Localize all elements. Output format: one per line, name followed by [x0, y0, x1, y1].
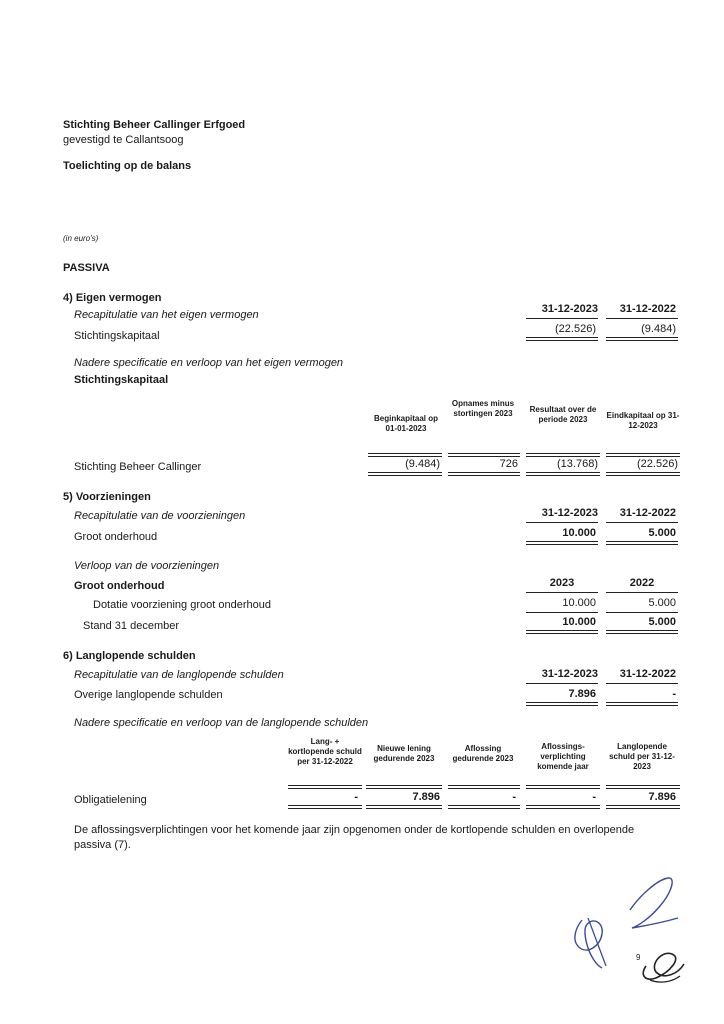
unit-note: (in euro's) [63, 234, 99, 243]
s6-hdr-nieuwe: Nieuwe lening gedurende 2023 [373, 744, 435, 763]
s5-row-label: Groot onderhoud [74, 531, 158, 543]
s5-year1: 2023 [549, 577, 575, 589]
s6-title: 6) Langlopende schulden [63, 650, 196, 662]
s4-val1: (22.526) [555, 323, 596, 335]
s4-spec-title: Nadere specificatie en verloop van het eigen vermogen [74, 357, 344, 369]
s4-col2-rule [606, 318, 678, 319]
s5-year1-rule [526, 592, 598, 593]
s6-val1-rule [526, 702, 598, 706]
s4-recap-label: Recapitulatie van het eigen vermogen [74, 309, 259, 321]
s6-spec-top-rule-5 [606, 785, 680, 789]
s4-spec-row-label: Stichting Beheer Callinger [74, 461, 202, 473]
s5-stand1: 10.000 [562, 616, 596, 628]
s5-dotatie1: 10.000 [562, 597, 596, 609]
s4-spec-top-rule-1 [368, 453, 442, 457]
s5-val2-rule [606, 541, 678, 545]
s4-title: 4) Eigen vermogen [63, 292, 162, 304]
s6-val1: 7.896 [568, 688, 596, 700]
s6-spec-val-nieuwe: 7.896 [412, 791, 440, 803]
s6-col1-header: 31-12-2023 [541, 668, 598, 680]
s5-col2-rule [606, 522, 678, 523]
s5-verloop-sub: Groot onderhoud [74, 580, 165, 592]
s6-spec-top-rule-1 [288, 785, 362, 789]
s6-spec-val-aflossing: - [512, 791, 516, 803]
s4-spec-top-rule-4 [606, 453, 680, 457]
s4-spec-val-opnames: 726 [499, 458, 518, 470]
s4-hdr-opnames: Opnames minus stortingen 2023 [451, 399, 515, 418]
s6-hdr-begin: Lang- + kortlopende schuld per 31-12-2022 [288, 737, 362, 766]
s4-col1-rule [526, 318, 598, 319]
s4-spec-sub: Stichtingskapitaal [74, 374, 169, 386]
s4-val1-rule [526, 337, 598, 341]
s4-spec-bottom-rule-4 [606, 472, 680, 476]
s6-col1-rule [526, 683, 598, 684]
s6-spec-val-verplichting: - [592, 791, 596, 803]
s6-val2-rule [606, 702, 678, 706]
s6-spec-top-rule-2 [366, 785, 442, 789]
s4-spec-bottom-rule-2 [448, 472, 520, 476]
s4-spec-val-begin: (9.484) [405, 458, 440, 470]
s6-spec-top-rule-4 [526, 785, 600, 789]
org-location: gevestigd te Callantsoog [63, 134, 184, 146]
s4-spec-bottom-rule-1 [368, 472, 442, 476]
s5-dotatie2: 5.000 [648, 597, 676, 609]
s5-title: 5) Voorzieningen [63, 491, 151, 503]
s6-col2-header: 31-12-2022 [619, 668, 676, 680]
s4-row-label: Stichtingskapitaal [74, 330, 160, 342]
s6-val2: - [672, 688, 676, 700]
s5-col2-header: 31-12-2022 [619, 507, 676, 519]
s5-col1-header: 31-12-2023 [541, 507, 598, 519]
s6-spec-val-eind: 7.896 [648, 791, 676, 803]
signature-initials-image [560, 870, 710, 1000]
s6-spec-bottom-rule-2 [366, 805, 442, 809]
s4-val2: (9.484) [641, 323, 676, 335]
s6-spec-row-label: Obligatielening [74, 794, 147, 806]
s5-dotatie1-rule [526, 612, 598, 613]
s4-val2-rule [606, 337, 678, 341]
s5-val1: 10.000 [562, 527, 596, 539]
s4-spec-val-eind: (22.526) [637, 458, 678, 470]
s5-val1-rule [526, 541, 598, 545]
s6-hdr-aflossing: Aflossing gedurende 2023 [452, 744, 514, 763]
s6-spec-bottom-rule-5 [606, 805, 680, 809]
section-title: PASSIVA [63, 262, 110, 274]
s6-recap-label: Recapitulatie van de langlopende schulden [74, 669, 284, 681]
s6-col2-rule [606, 683, 678, 684]
s4-spec-val-resultaat: (13.768) [557, 458, 598, 470]
s6-hdr-eind: Langlopende schuld per 31-12-2023 [609, 742, 675, 771]
s6-row-label: Overige langlopende schulden [74, 689, 223, 701]
s5-val2: 5.000 [648, 527, 676, 539]
s6-spec-bottom-rule-3 [448, 805, 520, 809]
doc-title: Toelichting op de balans [63, 160, 192, 172]
s6-spec-val-begin: - [354, 791, 358, 803]
s5-stand2-rule [606, 630, 678, 634]
s5-year2: 2022 [629, 577, 655, 589]
s5-stand1-rule [526, 630, 598, 634]
s4-spec-bottom-rule-3 [526, 472, 600, 476]
s6-note: De aflossingsverplichtingen voor het komende jaar zijn opgenomen onder de kortlopende schulden en overlopende passiva (7). [74, 824, 635, 851]
s4-spec-top-rule-3 [526, 453, 600, 457]
s4-hdr-resultaat: Resultaat over de periode 2023 [529, 405, 597, 424]
s5-dotatie2-rule [606, 612, 678, 613]
s5-stand-label: Stand 31 december [83, 620, 180, 632]
page-number: 9 [636, 953, 641, 962]
s6-spec-top-rule-3 [448, 785, 520, 789]
s5-verloop-title: Verloop van de voorzieningen [74, 560, 220, 572]
s4-spec-top-rule-2 [448, 453, 520, 457]
org-name: Stichting Beheer Callinger Erfgoed [63, 119, 246, 131]
s5-recap-label: Recapitulatie van de voorzieningen [74, 510, 246, 522]
s4-hdr-eind: Eindkapitaal op 31-12-2023 [606, 411, 680, 430]
s6-spec-bottom-rule-1 [288, 805, 362, 809]
s5-dotatie-label: Dotatie voorziening groot onderhoud [93, 599, 271, 611]
s5-year2-rule [606, 592, 678, 593]
s5-col1-rule [526, 522, 598, 523]
s4-col1-header: 31-12-2023 [541, 303, 598, 315]
s4-col2-header: 31-12-2022 [619, 303, 676, 315]
s6-spec-bottom-rule-4 [526, 805, 600, 809]
s6-hdr-verplichting: Aflossings-verplichting komende jaar [537, 742, 589, 771]
s5-stand2: 5.000 [648, 616, 676, 628]
s6-spec-title: Nadere specificatie en verloop van de langlopende schulden [74, 717, 369, 729]
s4-hdr-begin: Beginkapitaal op 01-01-2023 [373, 414, 438, 433]
